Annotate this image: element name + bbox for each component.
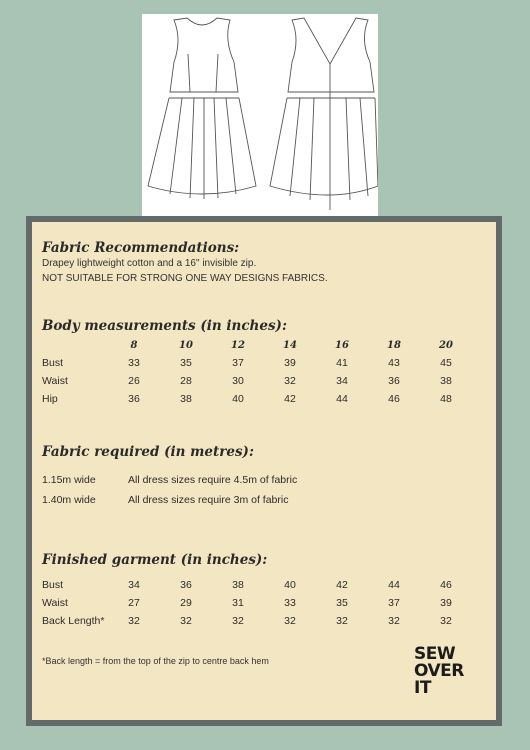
table-cell: 36 (180, 579, 192, 591)
table-cell: 39 (284, 357, 296, 369)
table-cell: 34 (128, 579, 140, 591)
size-20: 20 (439, 339, 453, 351)
table-cell: 33 (284, 597, 296, 609)
size-10: 10 (179, 339, 193, 351)
table-cell: 41 (336, 357, 348, 369)
size-8: 8 (130, 339, 138, 351)
sew-over-it-logo (414, 646, 494, 697)
size-header-row (42, 336, 472, 354)
table-cell: 36 (388, 375, 400, 387)
table-cell: 45 (440, 357, 452, 369)
table-cell: 32 (440, 615, 452, 627)
table-row (42, 372, 472, 390)
table-cell: 38 (232, 579, 244, 591)
table-row (42, 576, 472, 594)
table-cell: 40 (284, 579, 296, 591)
fabric-width: 1.40m wide (42, 494, 96, 506)
table-cell: 32 (284, 615, 296, 627)
fabric-note: All dress sizes require 4.5m of fabric (128, 474, 298, 486)
logo-line-1: SEW (414, 644, 456, 664)
fabric-note: All dress sizes require 3m of fabric (128, 494, 289, 506)
dress-illustration (142, 14, 378, 216)
row-label: Bust (42, 357, 64, 369)
table-cell: 37 (232, 357, 244, 369)
row-label: Waist (42, 597, 68, 609)
size-chart-panel (26, 216, 502, 726)
row-label: Waist (42, 375, 68, 387)
fabric-required-row (42, 474, 297, 486)
table-cell: 39 (440, 597, 452, 609)
table-cell: 35 (336, 597, 348, 609)
table-cell: 27 (128, 597, 140, 609)
row-label: Back Length* (42, 615, 105, 627)
table-cell: 33 (128, 357, 140, 369)
front-skirt (148, 98, 256, 194)
fabric-recommendations-line-1: Drapey lightweight cotton and a 16" invisible zip. (42, 258, 257, 269)
fabric-recommendations-line-2: NOT SUITABLE FOR STRONG ONE WAY DESIGNS FABRICS. (42, 273, 328, 284)
table-cell: 40 (232, 393, 244, 405)
table-cell: 32 (336, 615, 348, 627)
body-measurements-heading: Body measurements (in inches): (42, 318, 287, 334)
table-cell: 43 (388, 357, 400, 369)
body-measurements-table (42, 336, 472, 408)
table-cell: 30 (232, 375, 244, 387)
table-cell: 38 (180, 393, 192, 405)
table-cell: 35 (180, 357, 192, 369)
row-label: Hip (42, 393, 58, 405)
table-row (42, 612, 472, 630)
back-skirt (270, 98, 378, 195)
table-cell: 26 (128, 375, 140, 387)
dress-technical-drawing (142, 14, 378, 216)
back-length-footnote: *Back length = from the top of the zip to centre back hem (42, 656, 269, 666)
table-cell: 36 (128, 393, 140, 405)
table-cell: 48 (440, 393, 452, 405)
front-bodice (170, 18, 238, 92)
table-cell: 44 (336, 393, 348, 405)
table-cell: 34 (336, 375, 348, 387)
fabric-required-row (42, 494, 288, 506)
finished-garment-heading: Finished garment (in inches): (42, 552, 268, 568)
table-cell: 46 (440, 579, 452, 591)
table-cell: 42 (336, 579, 348, 591)
table-cell: 38 (440, 375, 452, 387)
logo-line-2: OVER (414, 661, 464, 681)
size-12: 12 (231, 339, 245, 351)
table-cell: 29 (180, 597, 192, 609)
size-16: 16 (335, 339, 349, 351)
table-cell: 28 (180, 375, 192, 387)
finished-garment-table (42, 576, 472, 630)
table-cell: 32 (232, 615, 244, 627)
size-header-blank (42, 336, 108, 354)
table-cell: 32 (128, 615, 140, 627)
size-18: 18 (387, 339, 401, 351)
table-cell: 31 (232, 597, 244, 609)
table-cell: 32 (388, 615, 400, 627)
fabric-required-heading: Fabric required (in metres): (42, 444, 254, 460)
table-row (42, 354, 472, 372)
table-cell: 32 (284, 375, 296, 387)
table-cell: 42 (284, 393, 296, 405)
back-bodice (288, 18, 374, 92)
table-cell: 44 (388, 579, 400, 591)
fabric-width: 1.15m wide (42, 474, 96, 486)
size-14: 14 (283, 339, 297, 351)
row-label: Bust (42, 579, 64, 591)
logo-line-3: IT (414, 678, 431, 698)
table-cell: 37 (388, 597, 400, 609)
table-row (42, 594, 472, 612)
table-row (42, 390, 472, 408)
fabric-recommendations-section (42, 240, 328, 286)
table-cell: 46 (388, 393, 400, 405)
fabric-recommendations-heading: Fabric Recommendations: (42, 240, 240, 256)
table-cell: 32 (180, 615, 192, 627)
